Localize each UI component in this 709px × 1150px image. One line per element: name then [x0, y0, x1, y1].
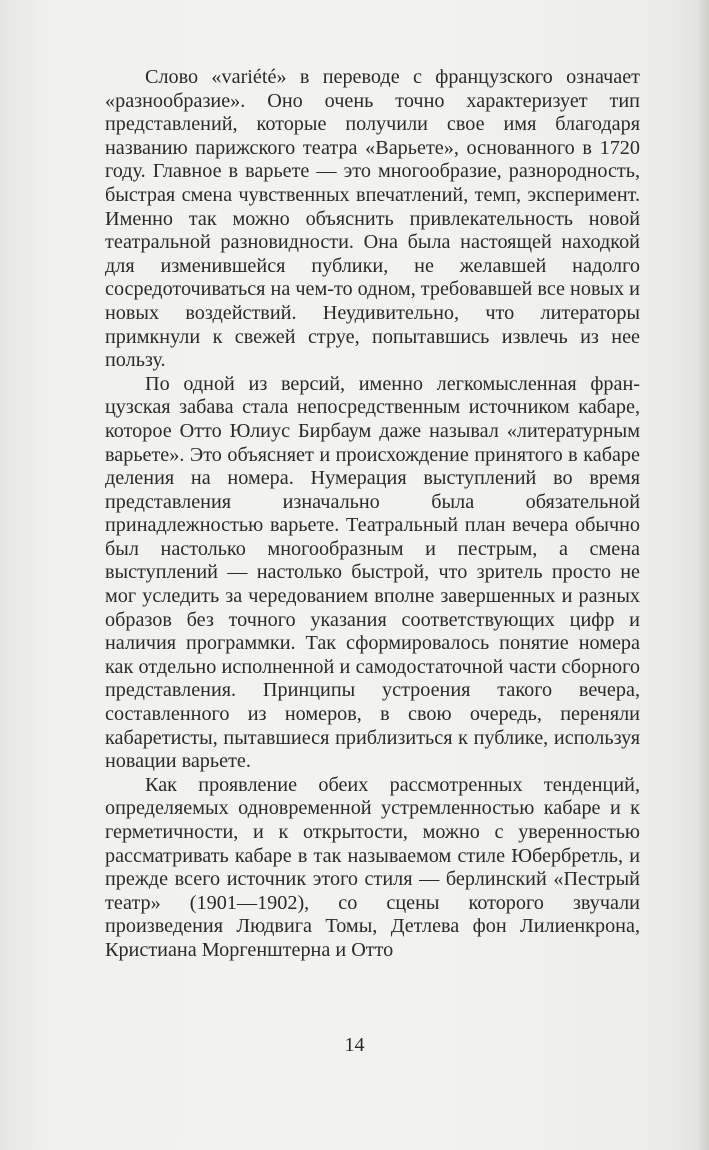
- body-text: [105, 66, 640, 963]
- paragraph-2: По одной из версий, именно легкомысленная французская забава стала непосредственным источником кабаре, которое Отто Юлиус Бирбаум даже называл «литературным варьете». Это объясняет и происхождение принятого в кабаре деления на номера. Нумерация выступлений во время представления изначально была обязательной принадлежностью варьете. Театральный план вечера обычно был настолько многообразным и пестрым, а смена выступлений — настолько быстрой, что зритель просто не мог уследить за чередованием вполне завершенных и разных образов без точного указания соответствующих цифр и наличия программки. Так сформировалось понятие номера как отдельно исполненной и самодостаточной части сборного представления. Принципы устроения такого вечера, составленного из номеров, в свою очередь, переняли кабаретисты, пытавшиеся приблизиться к публике, используя новации варьете.: [105, 372, 640, 773]
- paragraph-1: Слово «variété» в переводе с французского означает «разнообразие». Оно очень точно характеризует тип представлений, которые получили свое имя благодаря названию парижского театра «Варьете», основанного в 1720 году. Главное в варьете — это многообразие, разнородность, быстрая смена чувственных впечатлений, темп, эксперимент. Именно так можно объяснить привлекательность новой театральной разновидности. Она была настоящей находкой для изменившейся публики, не желавшей надолго сосредоточиваться на чем-то одном, требовавшей все новых и новых воздействий. Неудивительно, что литераторы примкнули к свежей струе, попытавшись извлечь из нее пользу.: [105, 66, 640, 372]
- page-number: 14: [344, 1034, 365, 1056]
- page-binding-shadow: [695, 0, 709, 1150]
- paragraph-3: Как проявление обеих рассмотренных тенденций, определяемых одновременной устремленностью кабаре и к герметичности, и к открытости, можно с уверенностью рассматривать кабаре в так называемом стиле Юбербретль, и прежде всего источник этого стиля — берлинский «Пестрый театр» (1901—1902), со сцены которого звучали произведения Людвига Томы, Детлева фон Лилиенкрона, Кристиана Моргенштерна и Отто: [105, 773, 640, 961]
